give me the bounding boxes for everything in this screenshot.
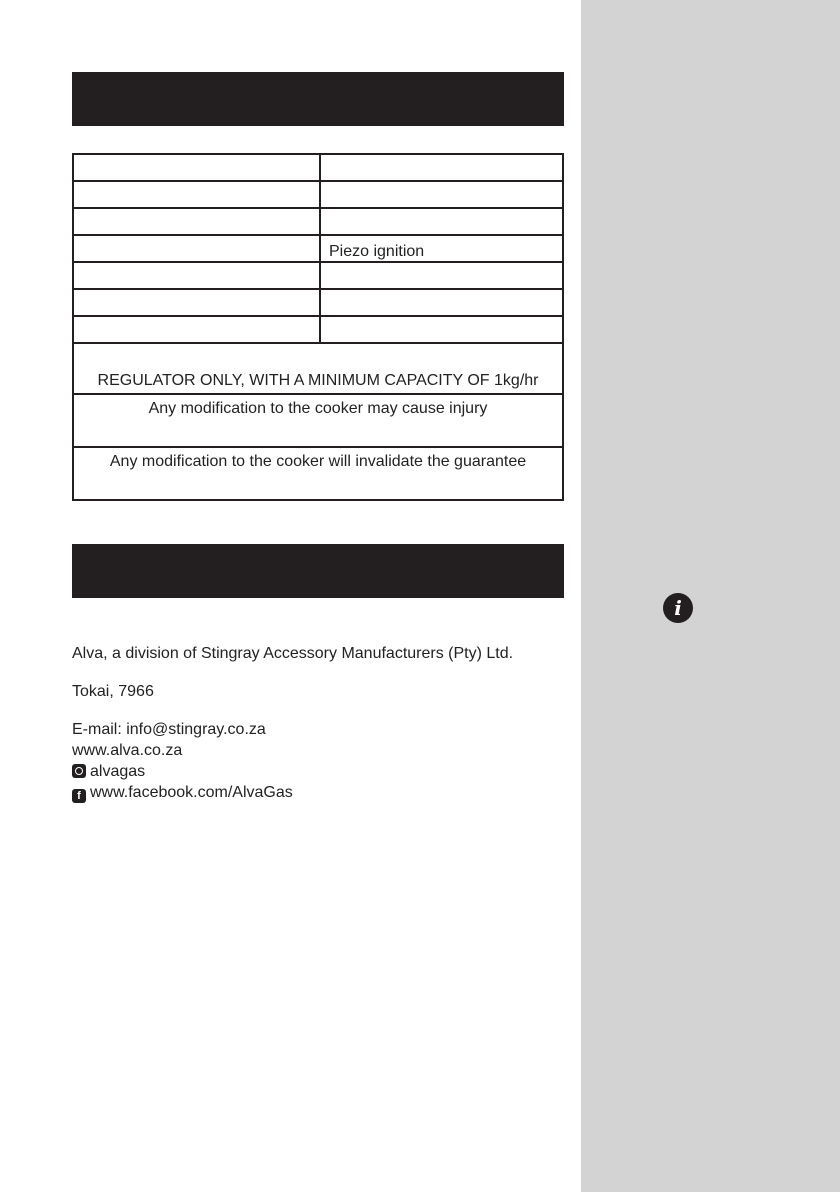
instagram-icon [72,764,86,778]
spec-value: Piezo ignition [320,235,563,262]
regulator-note: REGULATOR ONLY, WITH A MINIMUM CAPACITY OF 1kg/hr [73,343,563,394]
spec-label [73,181,320,208]
spec-value [320,154,563,181]
sidebar-panel [581,0,840,1192]
postal-address: Tokai, 7966 [72,683,154,700]
warning-injury: Any modification to the cooker may cause injury [73,394,563,447]
warning-row [73,394,563,447]
facebook-line [72,782,513,803]
table-row [73,289,563,316]
spec-label [73,289,320,316]
section-header-bar-specifications [72,72,564,126]
company-name: Alva, a division of Stingray Accessory Manufacturers (Pty) Ltd. [72,645,514,662]
facebook-link: www.facebook.com/AlvaGas [90,784,293,801]
spec-value [320,316,563,343]
email-address: E-mail: info@stingray.co.za [72,721,266,738]
spec-value [320,181,563,208]
warning-row [73,447,563,500]
instagram-line [72,761,513,782]
warning-guarantee: Any modification to the cooker will invalidate the guarantee [73,447,563,500]
table-row [73,154,563,181]
spec-label [73,316,320,343]
section-header-bar-contact [72,544,564,598]
spec-label [73,235,320,262]
spec-value [320,208,563,235]
table-row [73,262,563,289]
website-link: www.alva.co.za [72,742,183,759]
table-row [73,181,563,208]
spec-value [320,289,563,316]
spec-label [73,262,320,289]
info-icon: i [663,593,693,623]
table-row [73,235,563,262]
spec-label [73,208,320,235]
spec-label [73,154,320,181]
specification-table [72,153,564,501]
facebook-icon: f [72,789,86,803]
regulator-note-row [73,343,563,394]
instagram-handle: alvagas [90,763,146,780]
contact-block [72,643,513,803]
table-row [73,208,563,235]
table-row [73,316,563,343]
spec-value [320,262,563,289]
